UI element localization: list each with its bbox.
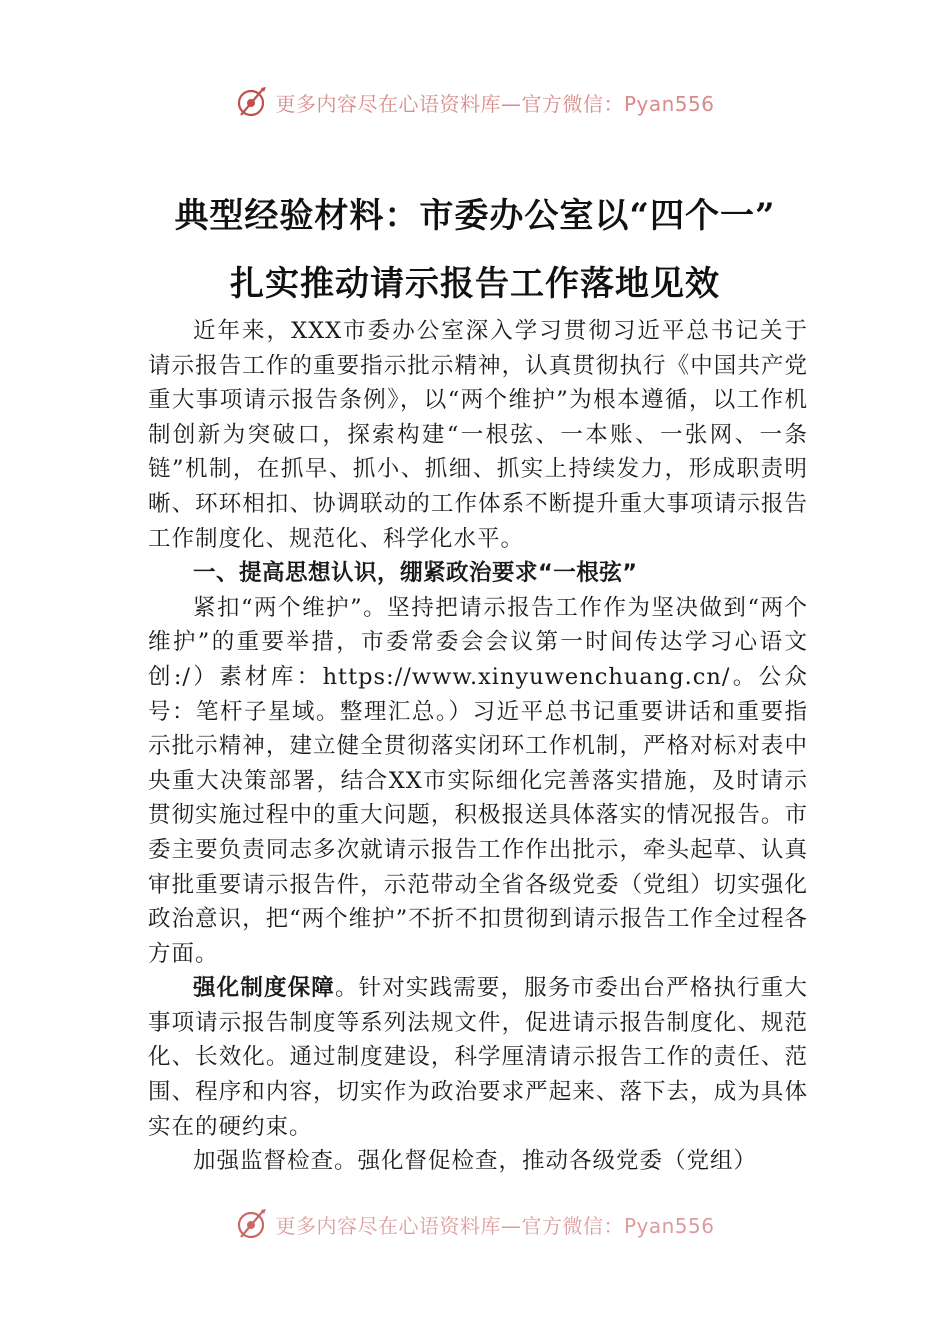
paragraph-institution-text: 。针对实践需要，服务市委出台严格执行重大事项请示报告制度等系列法规文件，促进请示报告制度化、规范化、长效化。通过制度建设，科学厘清请示报告工作的责任、范围、程序和内容，切实作为政治要求严起来、落下去，成为具体实在的硬约束。 <box>148 975 808 1140</box>
section-heading-1: 一、提高思想认识，绷紧政治要求“一根弦” <box>193 560 638 587</box>
paragraph-intro: 近年来，XXX市委办公室深入学习贯彻习近平总书记关于请示报告工作的重要指示批示精神，认真贯彻执行《中国共产党重大事项请示报告条例》，以“两个维护”为根本遵循，以工作机制创新为突破口，探索构建“一根弦、一本账、一张网、一条链”机制，在抓早、抓小、抓细、抓实上持续发力，形成职责明晰、环环相扣、协调联动的工作体系不断提升重大事项请示报告工作制度化、规范化、科学化水平。 <box>148 318 808 552</box>
watermark-text: 更多内容尽在心语资料库—官方微信：Pyan556 <box>275 91 715 116</box>
watermark-bottom <box>0 1202 950 1246</box>
pen-logo-icon <box>235 85 269 119</box>
paragraph-institution <box>148 971 808 1144</box>
pen-logo-icon <box>235 1207 269 1241</box>
paragraph-supervision: 加强监督检查。强化督促检查，推动各级党委（党组） <box>193 1148 758 1175</box>
watermark-text: 更多内容尽在心语资料库—官方微信：Pyan556 <box>275 1213 715 1238</box>
doc-title-line-1: 典型经验材料：市委办公室以“四个一” <box>174 196 776 236</box>
doc-title-line-2: 扎实推动请示报告工作落地见效 <box>230 264 720 304</box>
document-body <box>148 314 808 1179</box>
paragraph-lead-bold: 强化制度保障 <box>193 975 335 1002</box>
paragraph-two-safeguards: 紧扣“两个维护”。坚持把请示报告工作作为坚决做到“两个维护”的重要举措，市委常委会会议第一时间传达学习心语文创:/）素材库：https://www.xinyuwenchuang.cn/。公众号：笔杆子星域。整理汇总。）习近平总书记重要讲话和重要指示批示精神，建立健全贯彻落实闭环工作机制，严格对标对表中央重大决策部署，结合XX市实际细化完善落实措施，及时请示贯彻实施过程中的重大问题，积极报送具体落实的情况报告。市委主要负责同志多次就请示报告工作作出批示，牵头起草、认真审批重要请示报告件，示范带动全省各级党委（党组）切实强化政治意识，把“两个维护”不折不扣贯彻到请示报告工作全过程各方面。 <box>148 594 808 967</box>
watermark-top <box>0 80 950 124</box>
